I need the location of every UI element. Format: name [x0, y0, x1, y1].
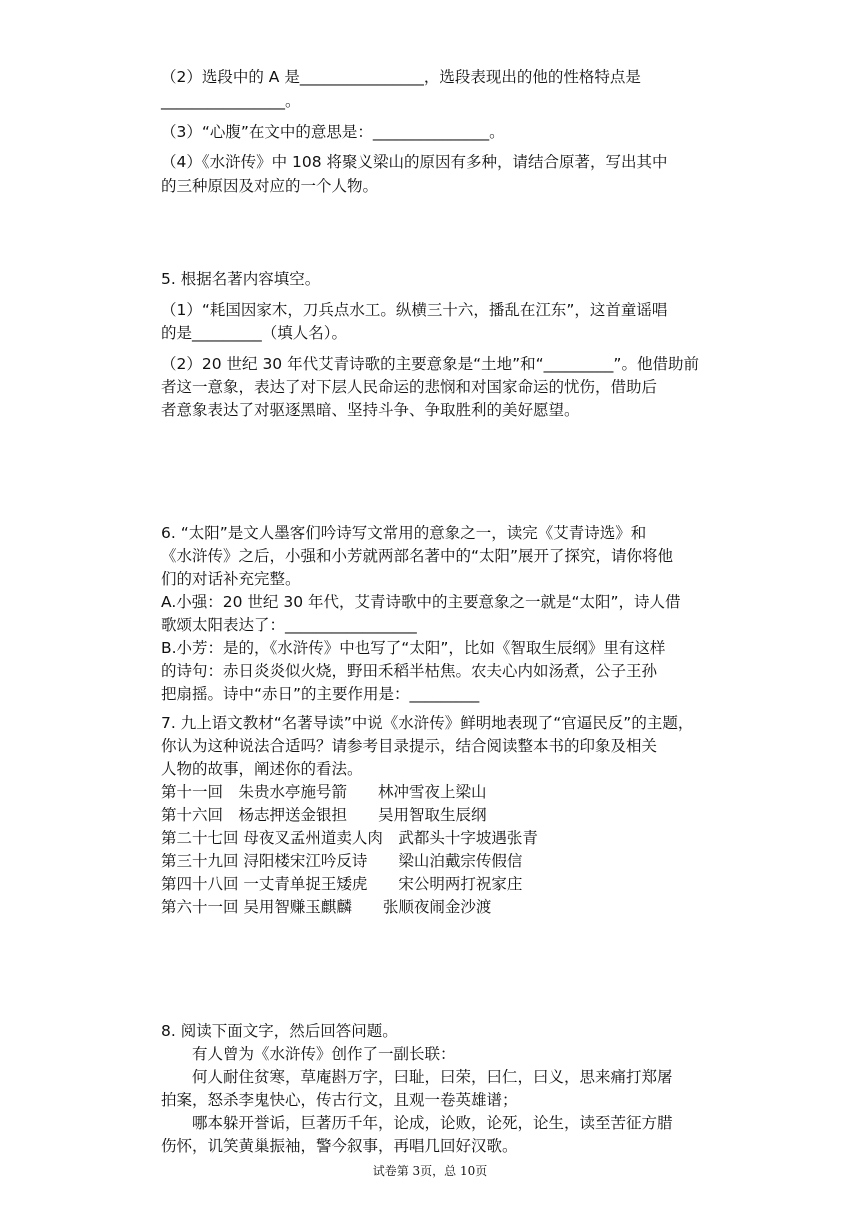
- q5-sub2-line2: 者这一意象，表达了对下层人民命运的悲悯和对国家命运的忧伤，借助后: [161, 378, 658, 396]
- q4-sub3-line: （3）“心腹”在文中的意思是：_______________。: [161, 123, 505, 141]
- q6-a-line1: A.小强：20 世纪 30 年代，艾青诗歌中的主要意象之一就是“太阳”，诗人借: [161, 593, 681, 611]
- q5-sub2-line1: （2）20 世纪 30 年代艾青诗歌的主要意象是“土地”和“_________”。他借助前: [161, 355, 699, 373]
- q5-sub2-line3: 者意象表达了对驱逐黑暗、坚持斗争、争取胜利的美好愿望。: [161, 401, 580, 419]
- q7-chapter-61: 第六十一回 吴用智赚玉麒麟 张顺夜闹金沙渡: [161, 898, 492, 916]
- q8-couplet-second-line2: 伤怀，讥笑黄巢振袖，警今叙事，再唱几回好汉歌。: [161, 1137, 518, 1155]
- q6-b-line1: B.小芳：是的，《水浒传》中也写了“太阳”，比如《智取生辰纲》里有这样: [161, 639, 666, 657]
- q7-chapter-48: 第四十八回 一丈青单捉王矮虎 宋公明两打祝家庄: [161, 875, 523, 893]
- q5-sub1-line2: 的是_________（填人名）。: [161, 324, 348, 342]
- q8-intro: 有人曾为《水浒传》创作了一副长联：: [192, 1045, 456, 1063]
- q5-title: 5. 根据名著内容填空。: [161, 270, 321, 288]
- q6-a-line2: 歌颂太阳表达了：_________________: [161, 616, 417, 634]
- q7-chapter-39: 第三十九回 浔阳楼宋江吟反诗 梁山泊戴宗传假信: [161, 852, 523, 870]
- q4-sub2-line2: ________________。: [161, 92, 301, 110]
- page-footer: 试卷第 3页，总 10页: [372, 1164, 488, 1178]
- q7-line3: 人物的故事，阐述你的看法。: [161, 760, 363, 778]
- q7-chapter-11: 第十一回 朱贵水亭施号箭 林冲雪夜上梁山: [161, 783, 487, 801]
- q8-couplet-first-line2: 拍案，怒杀李鬼快心，传古行文，且观一卷英雄谱；: [161, 1091, 518, 1109]
- q6-b-line2: 的诗句：赤日炎炎似火烧，野田禾稻半枯焦。农夫心内如汤煮，公子王孙: [161, 662, 658, 680]
- q4-sub4-line2: 的三种原因及对应的一个人物。: [161, 177, 379, 195]
- q7-line2: 你认为这种说法合适吗？请参考目录提示，结合阅读整本书的印象及相关: [161, 737, 658, 755]
- q8-title: 8. 阅读下面文字，然后回答问题。: [161, 1022, 398, 1040]
- q7-chapter-27: 第二十七回 母夜叉孟州道卖人肉 武都头十字坡遇张青: [161, 829, 538, 847]
- q5-sub1-line1: （1）“耗国因家木，刀兵点水工。纵横三十六，播乱在江东”，这首童谣唱: [161, 301, 668, 319]
- q6-line3: 们的对话补充完整。: [161, 570, 301, 588]
- q7-chapter-16: 第十六回 杨志押送金银担 吴用智取生辰纲: [161, 806, 487, 824]
- q8-couplet-first-line1: 何人耐住贫寒，草庵斟万字，曰耻，曰荣，曰仁，曰义，思来痛打郑屠: [192, 1068, 673, 1086]
- q4-sub4-line1: （4）《水浒传》中 108 将聚义梁山的原因有多种，请结合原著，写出其中: [161, 153, 668, 171]
- q6-b-line3: 把扇摇。诗中“赤日”的主要作用是：_________: [161, 685, 480, 703]
- q7-line1: 7. 九上语文教材“名著导读”中说《水浒传》鲜明地表现了“官逼民反”的主题，: [161, 714, 694, 732]
- q4-sub2-line1: （2）选段中的 A 是________________，选段表现出的他的性格特点是: [161, 68, 641, 86]
- q6-line1: 6. “太阳”是文人墨客们吟诗写文常用的意象之一，读完《艾青诗选》和: [161, 524, 647, 542]
- q6-line2: 《水浒传》之后，小强和小芳就两部名著中的“太阳”展开了探究，请你将他: [161, 547, 674, 565]
- q8-couplet-second-line1: 哪本躲开誉诟，巨著历千年，论成，论败，论死，论生，读至苦征方腊: [192, 1114, 673, 1132]
